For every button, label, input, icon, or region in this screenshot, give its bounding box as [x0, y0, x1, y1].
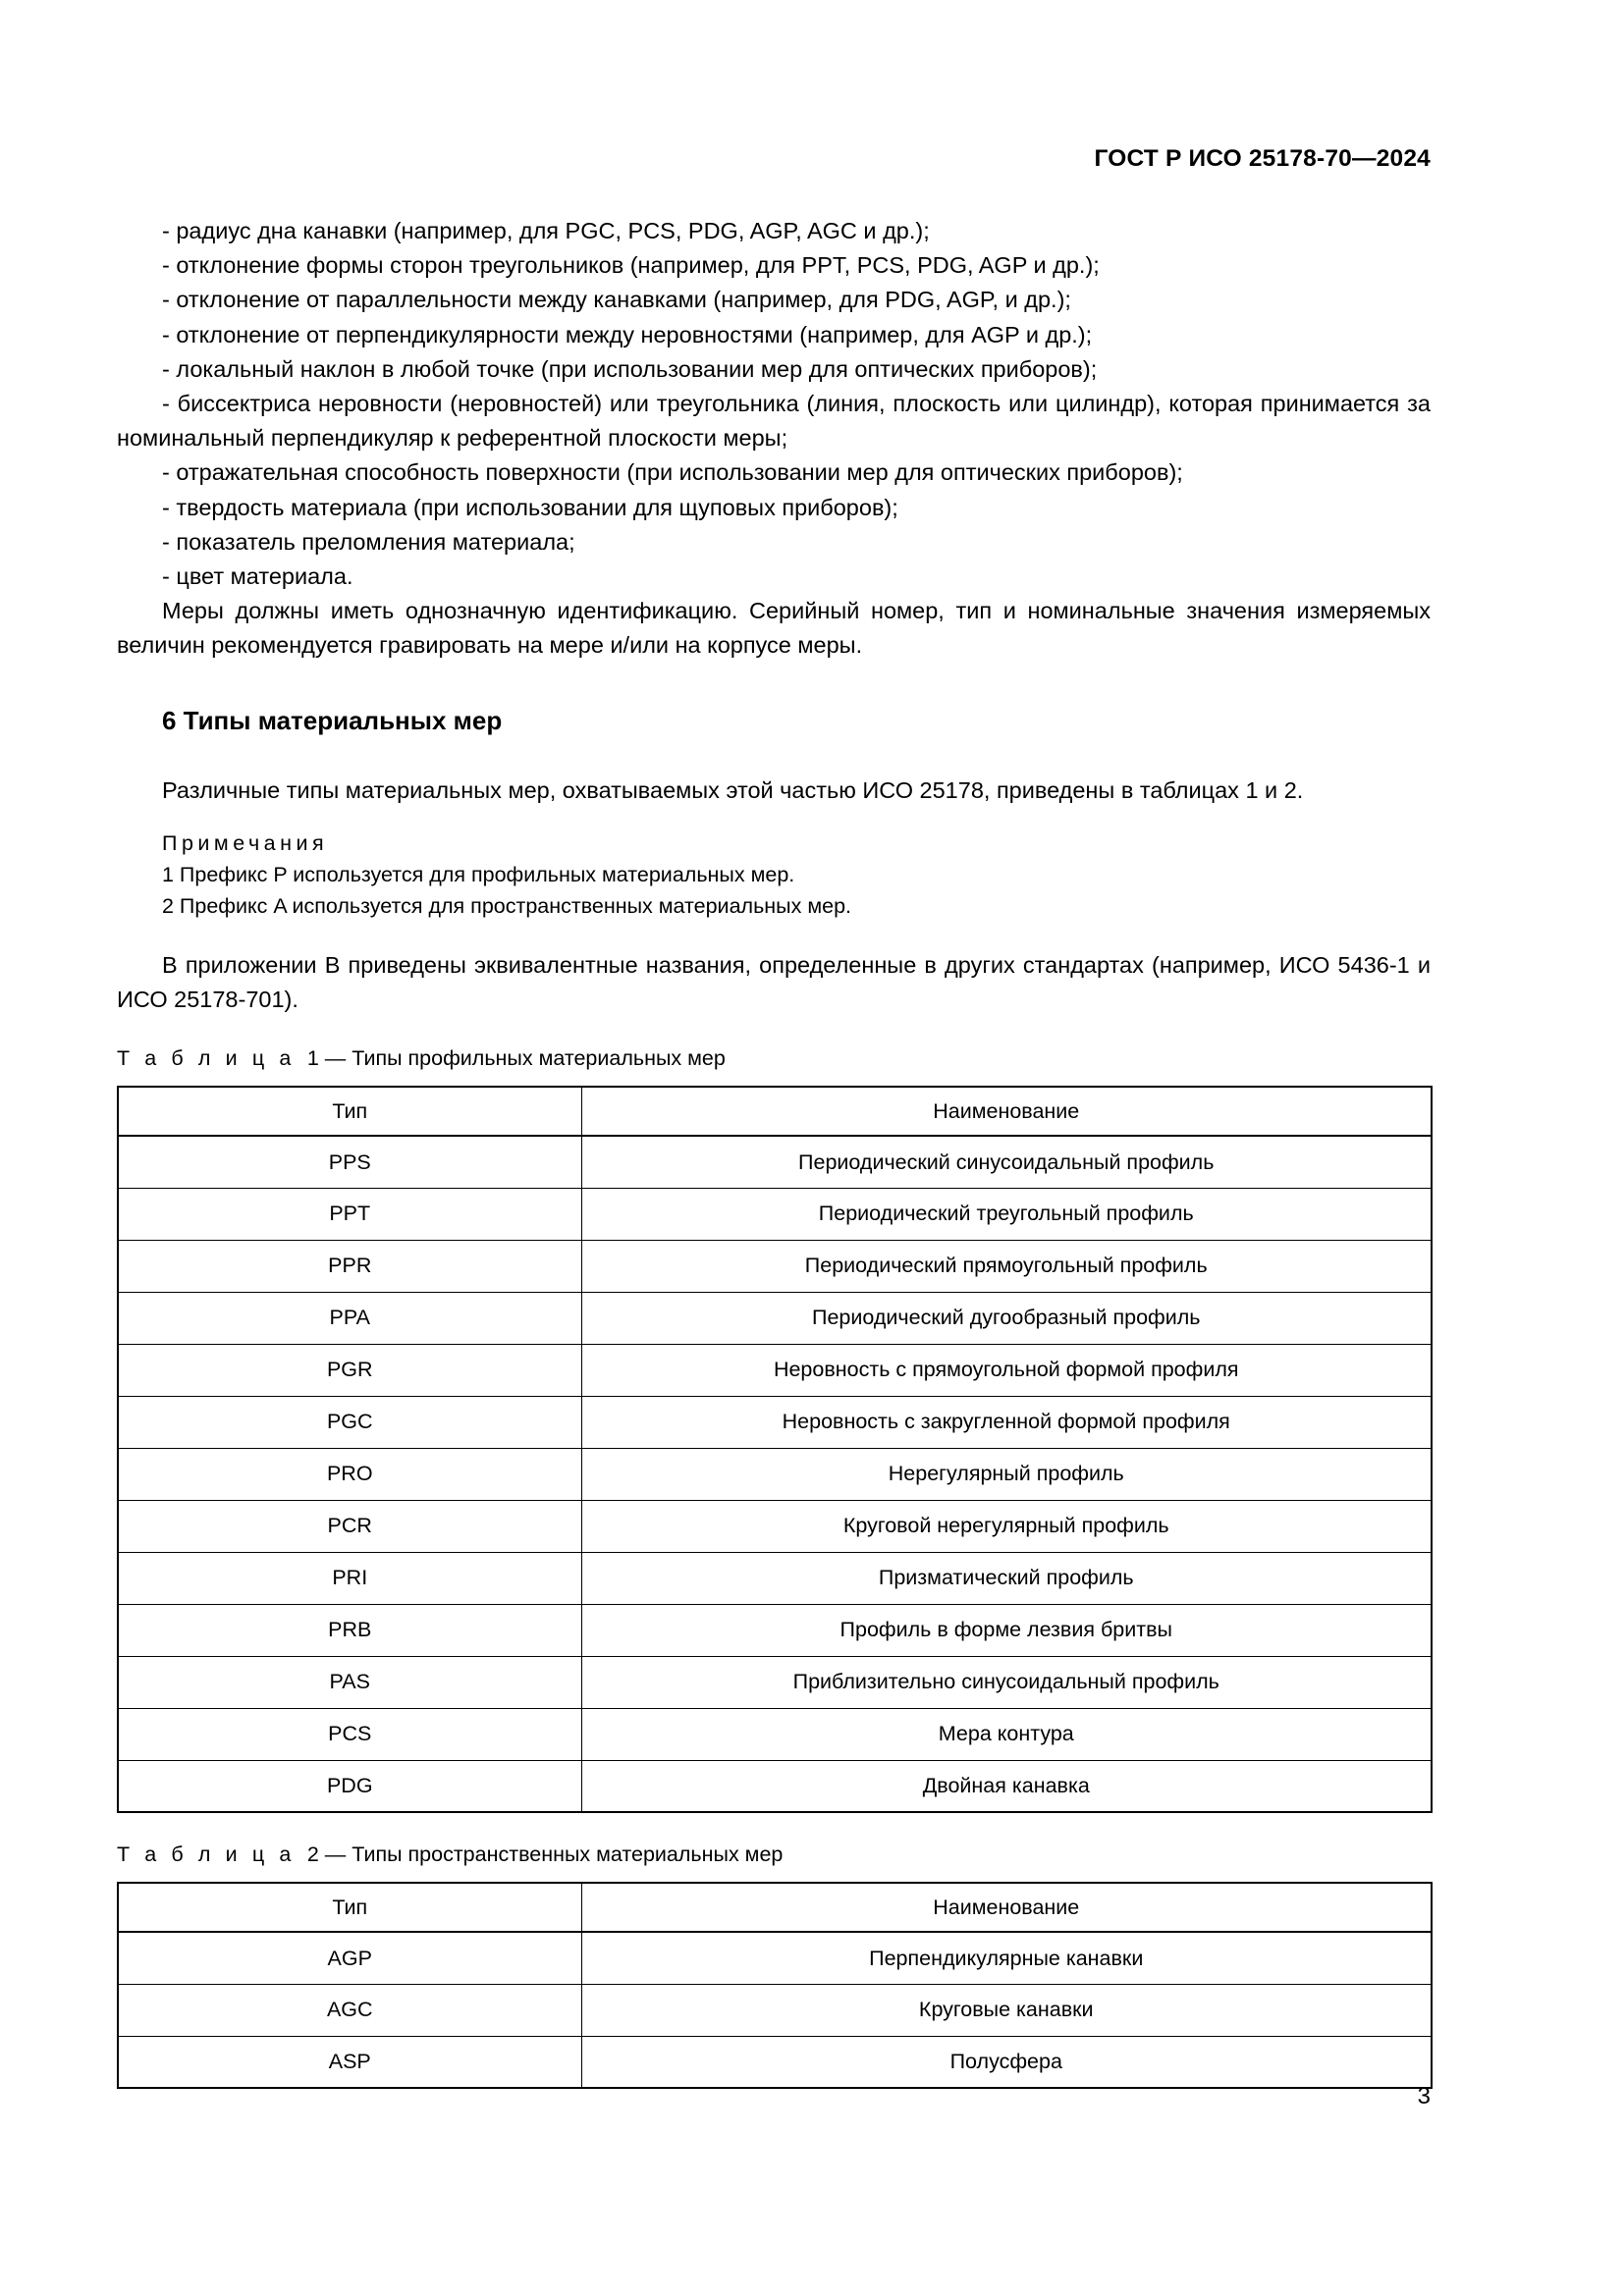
- note-item: 1 Префикс P используется для профильных материальных мер.: [162, 862, 795, 886]
- table-1-caption: [117, 1043, 1431, 1073]
- page-number: 3: [1417, 2083, 1431, 2109]
- paragraph-annex: В приложении В приведены эквивалентные названия, определенные в других стандартах (например, ИСО 5436-1 и ИСО 25178-701).: [117, 951, 1431, 1013]
- list-item: - отклонение от перпендикулярности между неровностями (например, для AGP и др.);: [162, 321, 1093, 347]
- table-profile-material-measures: [117, 1086, 1433, 1813]
- table-row: [118, 1984, 1432, 2036]
- list-item: - отклонение от параллельности между канавками (например, для PDG, AGP, и др.);: [162, 287, 1071, 313]
- list-item: - твердость материала (при использовании для щуповых приборов);: [162, 494, 898, 520]
- cell-name: Мера контура: [581, 1708, 1432, 1760]
- cell-type: PPT: [118, 1188, 581, 1240]
- list-item: - радиус дна канавки (например, для PGC, PCS, PDG, AGP, AGC и др.);: [162, 218, 930, 243]
- cell-name: Периодический синусоидальный профиль: [581, 1136, 1432, 1188]
- cell-name: Неровность с прямоугольной формой профиля: [581, 1344, 1432, 1396]
- cell-type: PGR: [118, 1344, 581, 1396]
- cell-name: Неровность с закругленной формой профиля: [581, 1396, 1432, 1448]
- cell-name: Периодический треугольный профиль: [581, 1188, 1432, 1240]
- list-item: - цвет материала.: [162, 563, 353, 590]
- table-row: [118, 1344, 1432, 1396]
- column-header-name: Наименование: [581, 1883, 1432, 1932]
- table-1-caption-dash: —: [324, 1046, 347, 1071]
- table-2-caption: [117, 1840, 1431, 1869]
- table-1-caption-number: 1: [306, 1046, 319, 1071]
- bullet-list: [117, 214, 1431, 594]
- spacer: [117, 922, 1431, 948]
- table-row: [118, 1396, 1432, 1448]
- table-row: [118, 1656, 1432, 1708]
- cell-type: PRB: [118, 1604, 581, 1656]
- spacer: [117, 736, 1431, 774]
- list-item: - показатель преломления материала;: [162, 528, 575, 555]
- section-heading-6: 6 Типы материальных мер: [162, 705, 503, 735]
- cell-name: Двойная канавка: [581, 1760, 1432, 1812]
- spacer: [117, 664, 1431, 705]
- page-content: [117, 214, 1431, 2089]
- spacer: [117, 808, 1431, 828]
- cell-type: AGC: [118, 1984, 581, 2036]
- table-row: [118, 1932, 1432, 1984]
- running-header-standard-title: ГОСТ Р ИСО 25178-70—2024: [1094, 145, 1431, 172]
- spacer: [117, 1813, 1431, 1840]
- cell-type: PCS: [118, 1708, 581, 1760]
- table-2-caption-number: 2: [306, 1842, 319, 1867]
- paragraph-types-intro: Различные типы материальных мер, охватываемых этой частью ИСО 25178, приведены в таблицах 1 и 2.: [162, 776, 1304, 803]
- notes-block: [117, 828, 1431, 922]
- cell-type: PAS: [118, 1656, 581, 1708]
- cell-name: Периодический прямоугольный профиль: [581, 1240, 1432, 1292]
- table-row: [118, 1604, 1432, 1656]
- cell-name: Круговые канавки: [581, 1984, 1432, 2036]
- table-1-caption-word: Т а б л и ц а: [117, 1046, 296, 1071]
- table-row: [118, 1240, 1432, 1292]
- table-row: [118, 2036, 1432, 2088]
- cell-name: Профиль в форме лезвия бритвы: [581, 1604, 1432, 1656]
- column-header-type: Тип: [118, 1883, 581, 1932]
- cell-type: PGC: [118, 1396, 581, 1448]
- cell-name: Призматический профиль: [581, 1552, 1432, 1604]
- table-header-row: [118, 1087, 1432, 1136]
- table-row: [118, 1500, 1432, 1552]
- table-row: [118, 1448, 1432, 1500]
- list-item: - локальный наклон в любой точке (при использовании мер для оптических приборов);: [162, 355, 1098, 382]
- table-row: [118, 1760, 1432, 1812]
- table-1-caption-text: Типы профильных материальных мер: [352, 1046, 726, 1071]
- column-header-type: Тип: [118, 1087, 581, 1136]
- cell-name: Приблизительно синусоидальный профиль: [581, 1656, 1432, 1708]
- cell-type: PDG: [118, 1760, 581, 1812]
- paragraph-identification: Меры должны иметь однозначную идентификацию. Серийный номер, тип и номинальные значения измеряемых величин рекомендуется гравировать на мере и/или на корпусе меры.: [117, 598, 1431, 659]
- cell-type: PRI: [118, 1552, 581, 1604]
- table-row: [118, 1292, 1432, 1344]
- spacer: [117, 1017, 1431, 1043]
- table-row: [118, 1708, 1432, 1760]
- list-item: - отклонение формы сторон треугольников (например, для PPT, PCS, PDG, AGP и др.);: [162, 252, 1100, 279]
- cell-type: PPA: [118, 1292, 581, 1344]
- cell-type: PRO: [118, 1448, 581, 1500]
- table-2-caption-word: Т а б л и ц а: [117, 1842, 296, 1867]
- table-row: [118, 1552, 1432, 1604]
- table-row: [118, 1188, 1432, 1240]
- note-item: 2 Префикс A используется для пространственных материальных мер.: [162, 893, 851, 918]
- cell-name: Круговой нерегулярный профиль: [581, 1500, 1432, 1552]
- column-header-name: Наименование: [581, 1087, 1432, 1136]
- cell-name: Периодический дугообразный профиль: [581, 1292, 1432, 1344]
- cell-type: PCR: [118, 1500, 581, 1552]
- cell-type: PPS: [118, 1136, 581, 1188]
- cell-name: Полусфера: [581, 2036, 1432, 2088]
- cell-name: Нерегулярный профиль: [581, 1448, 1432, 1500]
- table-header-row: [118, 1883, 1432, 1932]
- cell-type: PPR: [118, 1240, 581, 1292]
- cell-type: AGP: [118, 1932, 581, 1984]
- table-2-caption-text: Типы пространственных материальных мер: [352, 1842, 784, 1867]
- cell-name: Перпендикулярные канавки: [581, 1932, 1432, 1984]
- list-item: - отражательная способность поверхности (при использовании мер для оптических приборов);: [162, 459, 1183, 486]
- table-row: [118, 1136, 1432, 1188]
- cell-type: ASP: [118, 2036, 581, 2088]
- table-2-caption-dash: —: [324, 1842, 347, 1867]
- list-item: - биссектриса неровности (неровностей) или треугольника (линия, плоскость или цилиндр), которая принимается за номинальный перпендикуляр к референтной плоскости меры;: [117, 391, 1431, 452]
- notes-title: Примечания: [162, 830, 329, 855]
- table-areal-material-measures: [117, 1882, 1433, 2089]
